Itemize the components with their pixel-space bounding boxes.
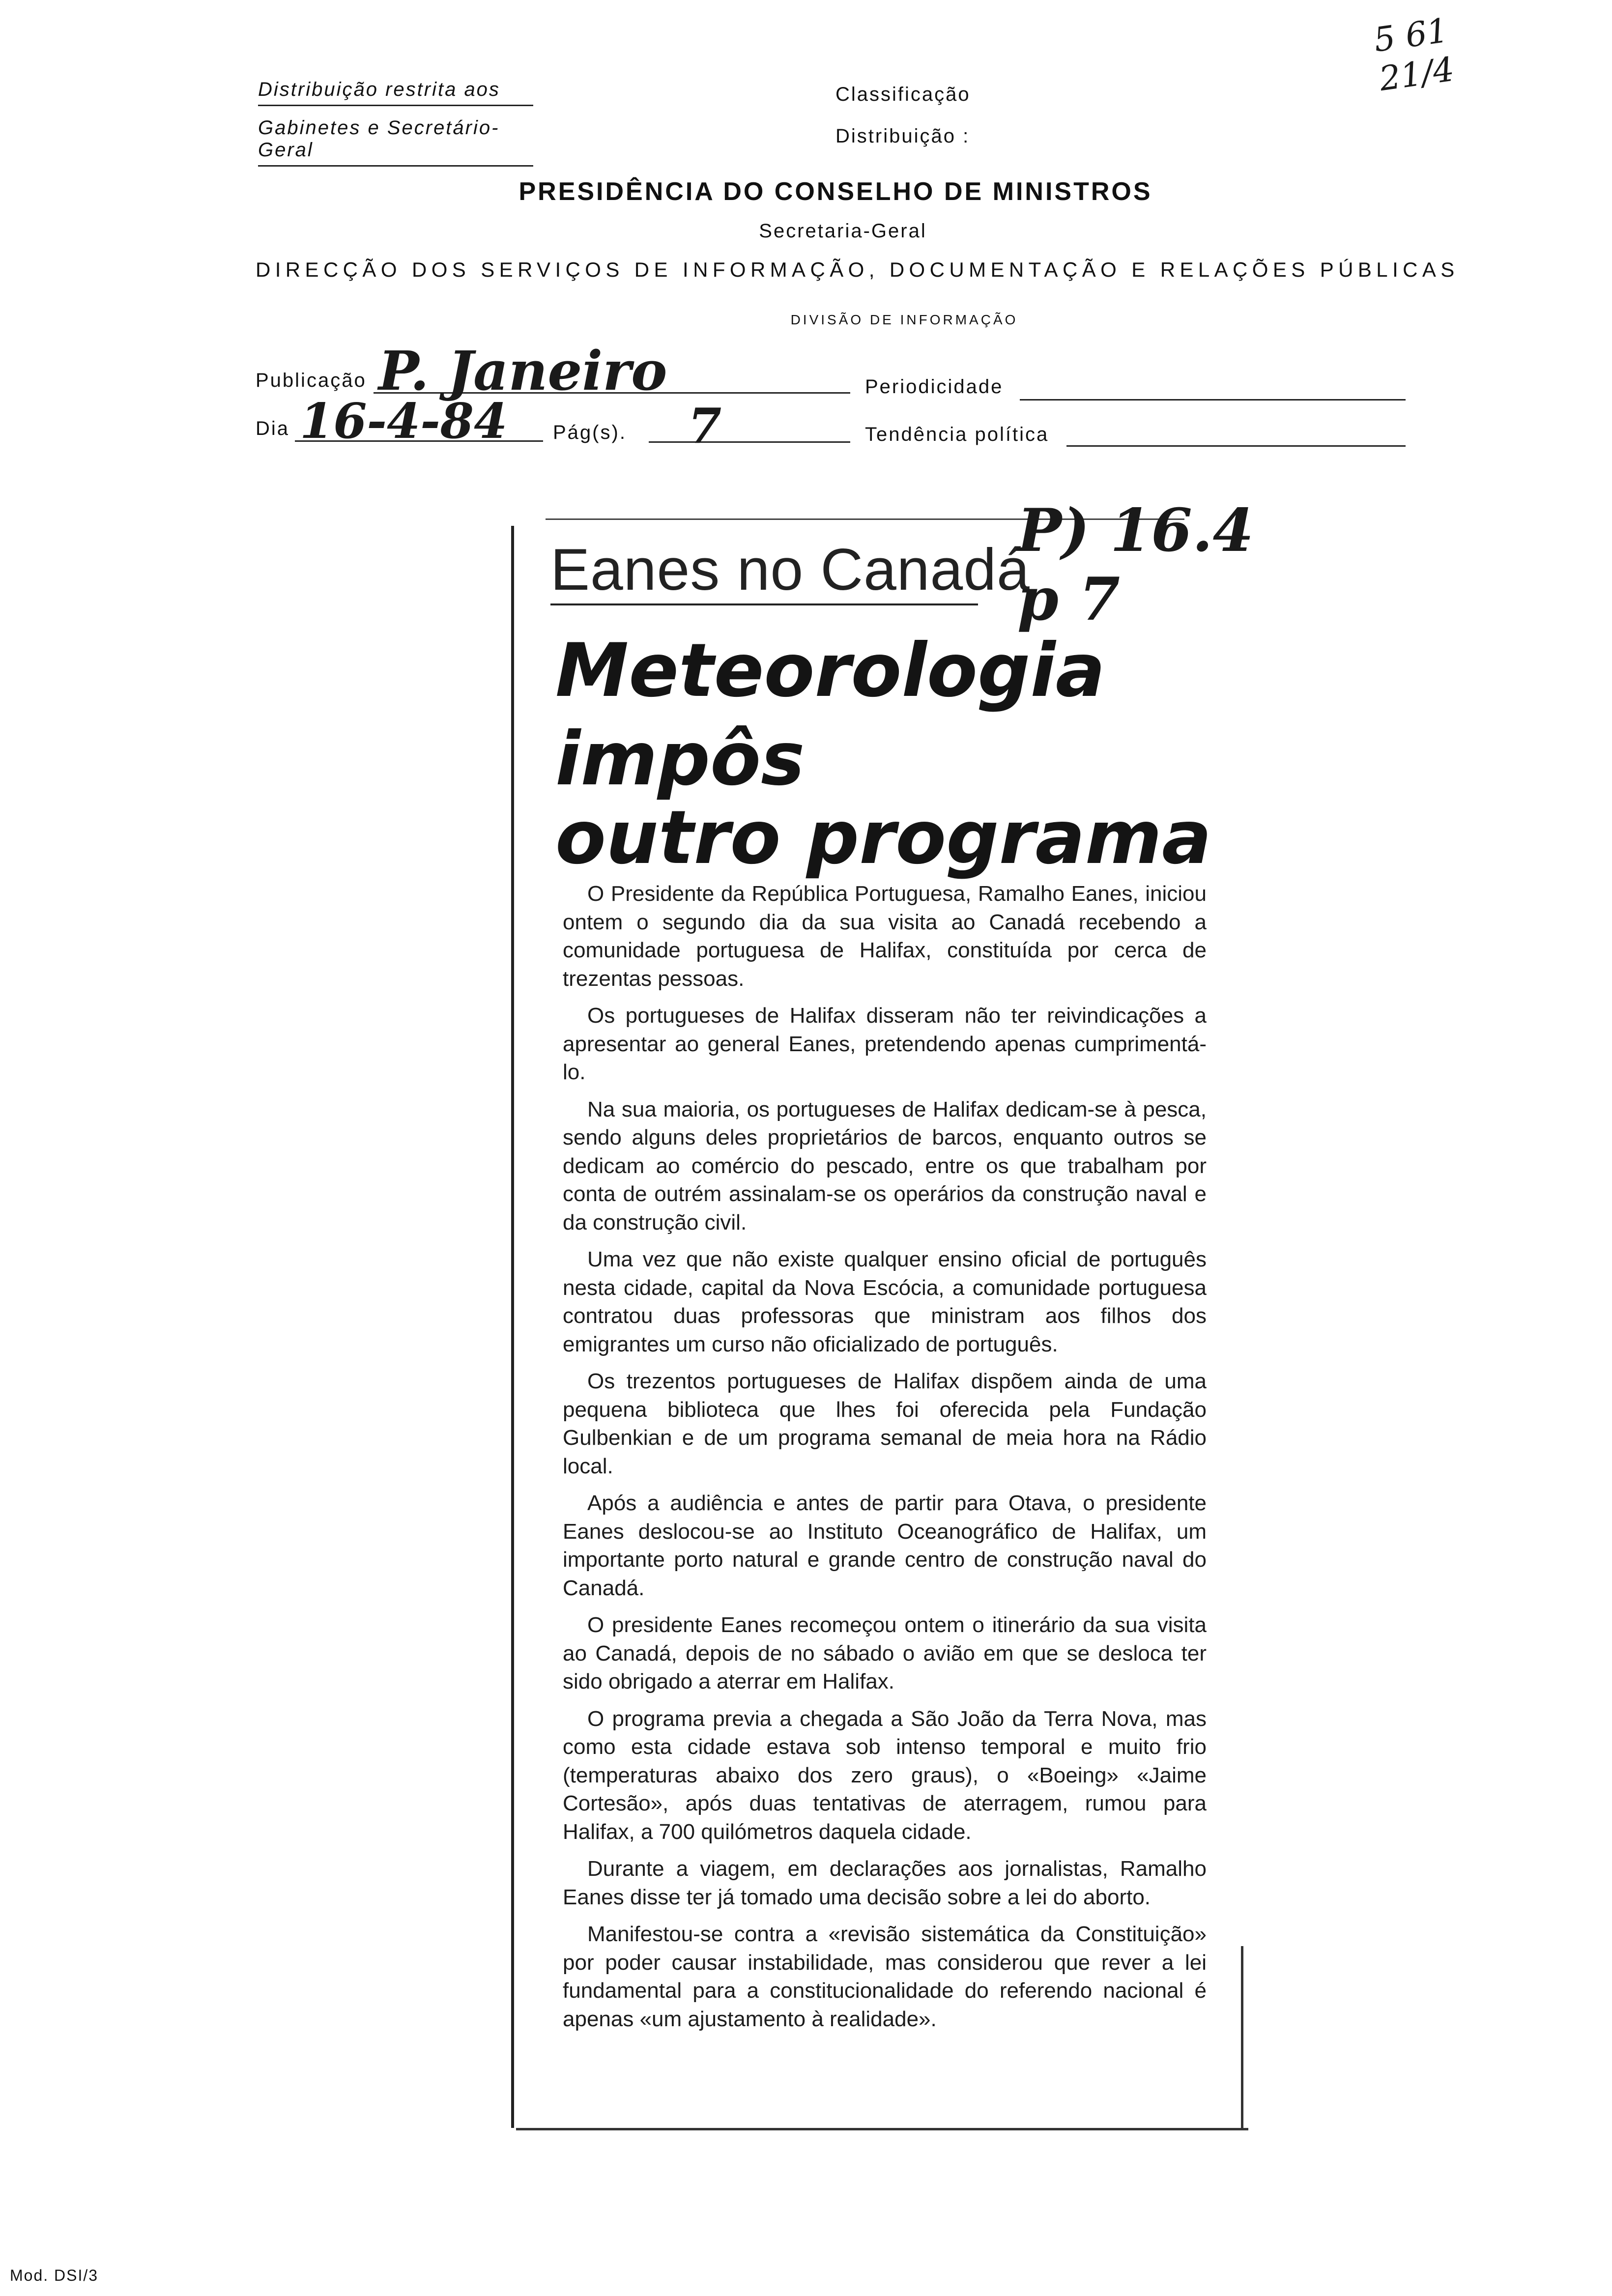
distribuicao-label: Distribuição : xyxy=(835,125,970,147)
pags-label: Pág(s). xyxy=(553,422,627,443)
article-paragraph-7: O presidente Eanes recomeçou ontem o itinerário da sua visita ao Canadá, depois de no sábado o avião em que se desloca ter sido obrigado a aterrar em Halifax. xyxy=(563,1613,1207,1693)
article-paragraph-5: Os trezentos portugueses de Halifax dispõem ainda de uma pequena biblioteca que lhes foi oferecida pela Fundação Gulbenkian e de um programa semanal de meia hora na Rádio local. xyxy=(563,1369,1207,1478)
publicacao-value: P. Janeiro xyxy=(378,339,667,402)
article-paragraph-2: Os portugueses de Halifax disseram não ter reivindicações a apresentar ao general Eanes, pretendendo apenas cumprimentá-lo. xyxy=(563,1004,1207,1084)
ministry-heading: PRESIDÊNCIA DO CONSELHO DE MINISTROS xyxy=(518,177,1152,206)
headline-line-3: outro programa xyxy=(555,795,1212,881)
publicacao-label: Publicação xyxy=(256,370,367,391)
dia-value: 16-4-84 xyxy=(300,393,508,450)
article-body xyxy=(563,880,1207,2042)
pags-underline xyxy=(649,441,850,443)
tendencia-underline xyxy=(1066,445,1406,447)
article-paragraph-3: Na sua maioria, os portugueses de Halifax dedicam-se à pesca, sendo alguns deles proprietários de barcos, enquanto outros se dedicam ao comércio do pescado, entre os que trabalham por conta de outrém assinalam-se os operários da construção naval e da construção civil. xyxy=(563,1097,1207,1234)
handwritten-clip-annotation: P) 16.4 p 7 xyxy=(1017,496,1254,634)
dia-label: Dia xyxy=(256,418,290,439)
article-paragraph-4: Uma vez que não existe qualquer ensino oficial de português nesta cidade, capital da Nova Escócia, a comunidade portuguesa contratou duas professoras que ministram aos filhos dos emigrantes um curso não oficializado de português. xyxy=(563,1247,1207,1356)
tendencia-label: Tendência política xyxy=(865,424,1049,445)
classificacao-label: Classificação xyxy=(835,84,971,105)
periodicidade-label: Periodicidade xyxy=(865,376,1004,398)
restriction-note xyxy=(258,79,533,167)
article-paragraph-6: Após a audiência e antes de partir para Otava, o presidente Eanes deslocou-se ao Instituto Oceanográfico de Halifax, um importante porto natural e grande centro de construção naval do Canadá. xyxy=(563,1491,1207,1600)
periodicidade-underline xyxy=(1020,399,1406,401)
kicker-rule xyxy=(550,603,978,605)
article-paragraph-1: O Presidente da República Portuguesa, Ramalho Eanes, iniciou ontem o segundo dia da sua visita ao Canadá recebendo a comunidade portuguesa de Halifax, constituída por cerca de trezentas pessoas. xyxy=(563,882,1207,991)
headline-line-2: impôs xyxy=(555,717,805,802)
form-model-number: Mod. DSI/3 xyxy=(10,2267,99,2284)
clipping-bottom-edge xyxy=(516,2128,1248,2130)
publicacao-field xyxy=(256,370,367,392)
article-paragraph-9: Durante a viagem, em declarações aos jornalistas, Ramalho Eanes disse ter já tomado uma decisão sobre a lei do aborto. xyxy=(563,1857,1207,1909)
clipping-left-edge xyxy=(511,526,514,2128)
direccao-heading: DIRECÇÃO DOS SERVIÇOS DE INFORMAÇÃO, DOCUMENTAÇÃO E RELAÇÕES PÚBLICAS xyxy=(256,258,1459,281)
article-paragraph-10: Manifestou-se contra a «revisão sistemática da Constituição» por poder causar instabilidade, mas considerou que rever a lei fundamental para a constitucionalidade do referendo nacional é apenas «um ajustamento à realidade». xyxy=(563,1922,1207,2031)
article-kicker: Eanes no Canadá xyxy=(550,537,1030,603)
pags-value: 7 xyxy=(688,398,722,455)
secretaria-heading: Secretaria-Geral xyxy=(759,220,927,242)
divisao-heading: DIVISÃO DE INFORMAÇÃO xyxy=(790,312,1018,327)
clipping-right-edge xyxy=(1241,1946,1243,2128)
restriction-line-1: Distribuição restrita aos xyxy=(258,79,533,106)
headline-line-1: Meteorologia xyxy=(555,628,1105,714)
article-paragraph-8: O programa previa a chegada a São João da Terra Nova, mas como esta cidade estava sob intenso temporal e muito frio (temperaturas abaixo dos zero graus), o «Boeing» «Jaime Cortesão», após duas tentativas de aterragem, rumou para Halifax, a 700 quilómetros daquela cidade. xyxy=(563,1706,1207,1844)
restriction-line-2: Gabinetes e Secretário-Geral xyxy=(258,106,533,167)
handwritten-annotation-top-right: 5 61 21/4 xyxy=(1371,11,1457,99)
